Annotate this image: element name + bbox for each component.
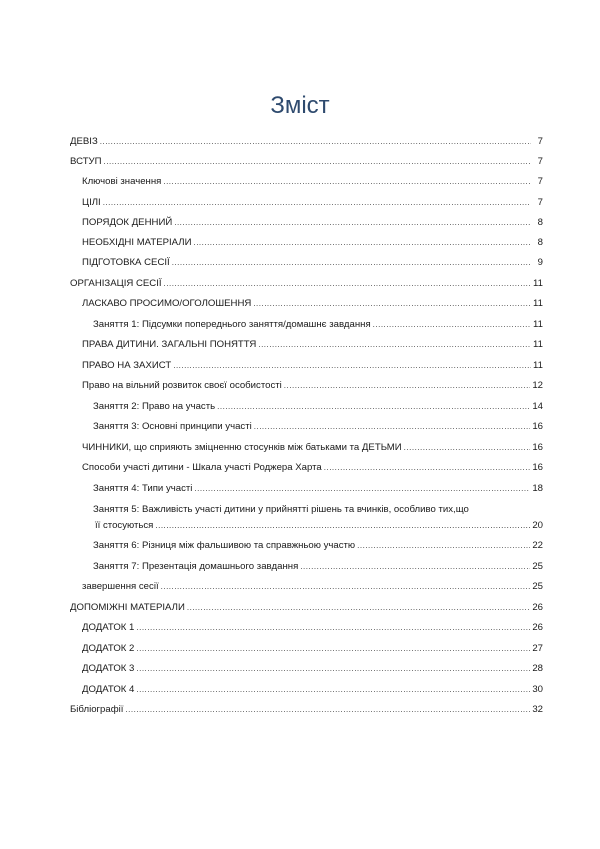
toc-page: 25 bbox=[532, 581, 543, 592]
dot-leader bbox=[164, 278, 531, 290]
toc-page: 28 bbox=[532, 663, 543, 674]
toc-entry-bibliography[interactable] bbox=[70, 704, 543, 716]
dot-leader bbox=[125, 704, 530, 716]
dot-leader bbox=[193, 237, 531, 249]
toc-label: ДОДАТОК 4 bbox=[82, 684, 135, 695]
toc-label: Бібліографії bbox=[70, 704, 124, 715]
toc-label: ДОДАТОК 1 bbox=[82, 622, 135, 633]
toc-page: 8 bbox=[537, 237, 543, 248]
toc-label: ВСТУП bbox=[70, 156, 102, 167]
toc-entry-factors[interactable] bbox=[82, 442, 543, 454]
dot-leader bbox=[104, 156, 531, 168]
toc-label-line1: Заняття 5: Важливість участі дитини у прийнятті рішень та вчинків, особливо тих,що bbox=[93, 504, 469, 515]
toc-entry-child-rights[interactable] bbox=[82, 339, 543, 351]
dot-leader bbox=[258, 339, 531, 351]
toc-entry-session-end[interactable] bbox=[82, 581, 543, 593]
toc-label: Заняття 1: Підсумки попереднього заняття/домашнє завдання bbox=[93, 319, 371, 330]
dot-leader bbox=[253, 298, 531, 310]
toc-label: Заняття 2: Право на участь bbox=[93, 401, 216, 412]
toc-label: Заняття 4: Типи участі bbox=[93, 483, 193, 494]
toc-entry-lesson-7[interactable] bbox=[93, 561, 543, 573]
toc-entry-supporting-materials[interactable] bbox=[70, 602, 543, 614]
toc-entry-session-org[interactable] bbox=[70, 278, 543, 290]
toc-label: Способи участі дитини - Шкала участі Роджера Харта bbox=[82, 462, 322, 473]
toc-entry-appendix-4[interactable] bbox=[82, 684, 543, 696]
toc-page: 11 bbox=[533, 278, 543, 289]
dot-leader bbox=[161, 581, 531, 593]
toc-entry-vstup[interactable] bbox=[70, 156, 543, 168]
toc-label: ОРГАНІЗАЦІЯ СЕСІЇ bbox=[70, 278, 162, 289]
toc-entry-lesson-4[interactable] bbox=[93, 483, 543, 495]
toc-label: Заняття 3: Основні принципи участі bbox=[93, 421, 252, 432]
toc-label: завершення сесії bbox=[82, 581, 159, 592]
toc-page: 9 bbox=[537, 257, 543, 268]
dot-leader bbox=[217, 401, 530, 413]
toc-entry-deviz[interactable] bbox=[70, 136, 543, 148]
dot-leader bbox=[136, 663, 530, 675]
toc-page: 16 bbox=[532, 421, 543, 432]
dot-leader bbox=[357, 540, 530, 552]
dot-leader bbox=[174, 217, 531, 229]
toc-entry-hart-ladder[interactable] bbox=[82, 462, 543, 474]
toc-entry-lesson-2[interactable] bbox=[93, 401, 543, 413]
dot-leader bbox=[194, 483, 530, 495]
toc-page: 16 bbox=[532, 442, 543, 453]
dot-leader bbox=[373, 319, 531, 331]
dot-leader bbox=[284, 380, 531, 392]
toc-entry-session-prep[interactable] bbox=[82, 257, 543, 269]
toc-label: Право на вільний розвиток своєї особистості bbox=[82, 380, 282, 391]
toc-label: Ключові значення bbox=[82, 176, 162, 187]
dot-leader bbox=[100, 136, 531, 148]
toc-label: ПОРЯДОК ДЕННИЙ bbox=[82, 217, 173, 228]
toc-page: 27 bbox=[532, 643, 543, 654]
toc-page: 30 bbox=[532, 684, 543, 695]
toc-page: 11 bbox=[533, 319, 543, 330]
toc-page: 7 bbox=[537, 176, 543, 187]
toc-page: 11 bbox=[533, 298, 543, 309]
toc-entry-goals[interactable] bbox=[82, 197, 543, 209]
toc-label: ЦІЛІ bbox=[82, 197, 101, 208]
dot-leader bbox=[173, 360, 531, 372]
dot-leader bbox=[404, 442, 531, 454]
dot-leader bbox=[136, 684, 530, 696]
toc-entry-appendix-2[interactable] bbox=[82, 643, 543, 655]
toc-page: 20 bbox=[532, 520, 543, 531]
toc-page: 7 bbox=[537, 136, 543, 147]
toc-page: 7 bbox=[537, 197, 543, 208]
toc-label: НЕОБХІДНІ МАТЕРІАЛИ bbox=[82, 237, 192, 248]
toc-label: ДЕВІЗ bbox=[70, 136, 98, 147]
toc-entry-materials[interactable] bbox=[82, 237, 543, 249]
toc-entry-appendix-1[interactable] bbox=[82, 622, 543, 634]
dot-leader bbox=[103, 197, 531, 209]
toc-entry-appendix-3[interactable] bbox=[82, 663, 543, 675]
toc-page: 22 bbox=[532, 540, 543, 551]
toc-page: 16 bbox=[532, 462, 543, 473]
toc-label: ПРАВО НА ЗАХИСТ bbox=[82, 360, 172, 371]
dot-leader bbox=[136, 643, 530, 655]
toc-label: ДОПОМІЖНІ МАТЕРІАЛИ bbox=[70, 602, 185, 613]
toc-entry-lesson-1[interactable] bbox=[93, 319, 543, 331]
toc-page: 26 bbox=[532, 602, 543, 613]
toc-label: ЛАСКАВО ПРОСИМО/ОГОЛОШЕННЯ bbox=[82, 298, 252, 309]
toc-entry-lesson-5[interactable] bbox=[93, 504, 543, 532]
toc-page: 18 bbox=[532, 483, 543, 494]
toc-page: 25 bbox=[532, 561, 543, 572]
toc-label: Заняття 7: Презентація домашнього завдання bbox=[93, 561, 299, 572]
page-title: Зміст bbox=[270, 92, 330, 119]
toc-label: ПІДГОТОВКА СЕСІЇ bbox=[82, 257, 170, 268]
toc-label-line2: її стосуються bbox=[95, 520, 154, 531]
dot-leader bbox=[172, 257, 531, 269]
toc-page: 26 bbox=[532, 622, 543, 633]
toc-label: Заняття 6: Різниця між фальшивою та справжньою участю bbox=[93, 540, 356, 551]
toc-page: 11 bbox=[533, 360, 543, 371]
toc-label: ДОДАТОК 2 bbox=[82, 643, 135, 654]
dot-leader bbox=[254, 421, 531, 433]
dot-leader bbox=[300, 561, 530, 573]
dot-leader bbox=[324, 462, 531, 474]
toc-page: 12 bbox=[532, 380, 543, 391]
toc-entry-lesson-6[interactable] bbox=[93, 540, 543, 552]
dot-leader bbox=[187, 602, 530, 614]
toc-label: ЧИННИКИ, що сприяють зміцненню стосунків між батьками та ДЕТЬМИ bbox=[82, 442, 402, 453]
dot-leader bbox=[136, 622, 530, 634]
toc-page: 8 bbox=[537, 217, 543, 228]
toc-label: ПРАВА ДИТИНИ. ЗАГАЛЬНІ ПОНЯТТЯ bbox=[82, 339, 257, 350]
toc-entry-agenda[interactable] bbox=[82, 217, 543, 229]
dot-leader bbox=[163, 176, 531, 188]
toc-entry-right-protection[interactable] bbox=[82, 360, 543, 372]
dot-leader bbox=[155, 520, 530, 532]
toc-page: 11 bbox=[533, 339, 543, 350]
toc-page: 32 bbox=[532, 704, 543, 715]
toc-entry-welcome[interactable] bbox=[82, 298, 543, 310]
toc-entry-key-values[interactable] bbox=[82, 176, 543, 188]
toc-entry-free-development[interactable] bbox=[82, 380, 543, 392]
toc-page: 7 bbox=[537, 156, 543, 167]
toc-entry-lesson-3[interactable] bbox=[93, 421, 543, 433]
toc-page: 14 bbox=[532, 401, 543, 412]
toc-label: ДОДАТОК 3 bbox=[82, 663, 135, 674]
